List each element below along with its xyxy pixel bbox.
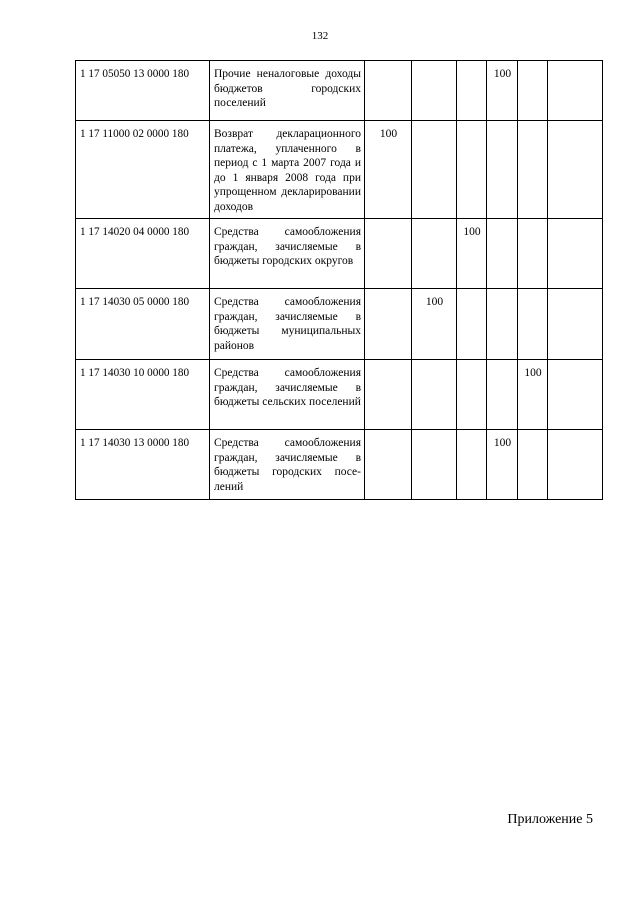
value-cell: 100 [412, 289, 457, 360]
value-cell [457, 289, 487, 360]
table-row [76, 121, 603, 219]
value-cell [457, 121, 487, 219]
value-cell [548, 430, 603, 500]
value-cell [548, 61, 603, 121]
table-row [76, 61, 603, 121]
revenue-code: 1 17 14030 13 0000 180 [76, 430, 210, 500]
revenue-code: 1 17 14020 04 0000 180 [76, 219, 210, 289]
value-cell [365, 289, 412, 360]
revenue-code: 1 17 05050 13 0000 180 [76, 61, 210, 121]
value-cell [365, 360, 412, 430]
value-cell [412, 61, 457, 121]
value-cell [487, 360, 518, 430]
value-cell [548, 360, 603, 430]
value-cell: 100 [518, 360, 548, 430]
value-cell: 100 [487, 430, 518, 500]
value-cell [548, 121, 603, 219]
value-cell [487, 219, 518, 289]
value-cell [487, 289, 518, 360]
value-cell [548, 219, 603, 289]
value-cell [365, 61, 412, 121]
value-cell: 100 [487, 61, 518, 121]
value-cell [412, 360, 457, 430]
value-cell [457, 360, 487, 430]
value-cell [518, 121, 548, 219]
value-cell [548, 289, 603, 360]
value-cell [518, 219, 548, 289]
value-cell [412, 219, 457, 289]
revenue-name: Прочие неналоговые доходы бюджетов городских поселений [210, 61, 365, 121]
value-cell [412, 121, 457, 219]
table-row [76, 430, 603, 500]
value-cell [487, 121, 518, 219]
table-row [76, 219, 603, 289]
value-cell: 100 [365, 121, 412, 219]
revenue-code: 1 17 11000 02 0000 180 [76, 121, 210, 219]
revenue-name: Средства самообложения граждан, зачисляемые в бюджеты городских поселений [210, 430, 365, 500]
revenue-name: Средства самообложения граждан, зачисляемые в бюджеты сельских поселений [210, 360, 365, 430]
page-number: 132 [311, 30, 329, 42]
revenue-code: 1 17 14030 05 0000 180 [76, 289, 210, 360]
value-cell [518, 289, 548, 360]
revenue-name: Средства самообложения граждан, зачисляемые в бюджеты муниципальных районов [210, 289, 365, 360]
table-row [76, 360, 603, 430]
value-cell [518, 430, 548, 500]
value-cell [365, 219, 412, 289]
appendix-label: Приложение 5 [507, 812, 593, 827]
value-cell [412, 430, 457, 500]
value-cell [365, 430, 412, 500]
value-cell: 100 [457, 219, 487, 289]
value-cell [457, 61, 487, 121]
budget-classification-table [75, 60, 603, 500]
revenue-code: 1 17 14030 10 0000 180 [76, 360, 210, 430]
revenue-name: Возврат декларационного платежа, уплаченного в период с 1 марта 2007 года и до 1 января 2008 года при упрощенном декларировании доходов [210, 121, 365, 219]
value-cell [457, 430, 487, 500]
revenue-name: Средства самообложения граждан, зачисляемые в бюджеты городских округов [210, 219, 365, 289]
table-row [76, 289, 603, 360]
value-cell [518, 61, 548, 121]
